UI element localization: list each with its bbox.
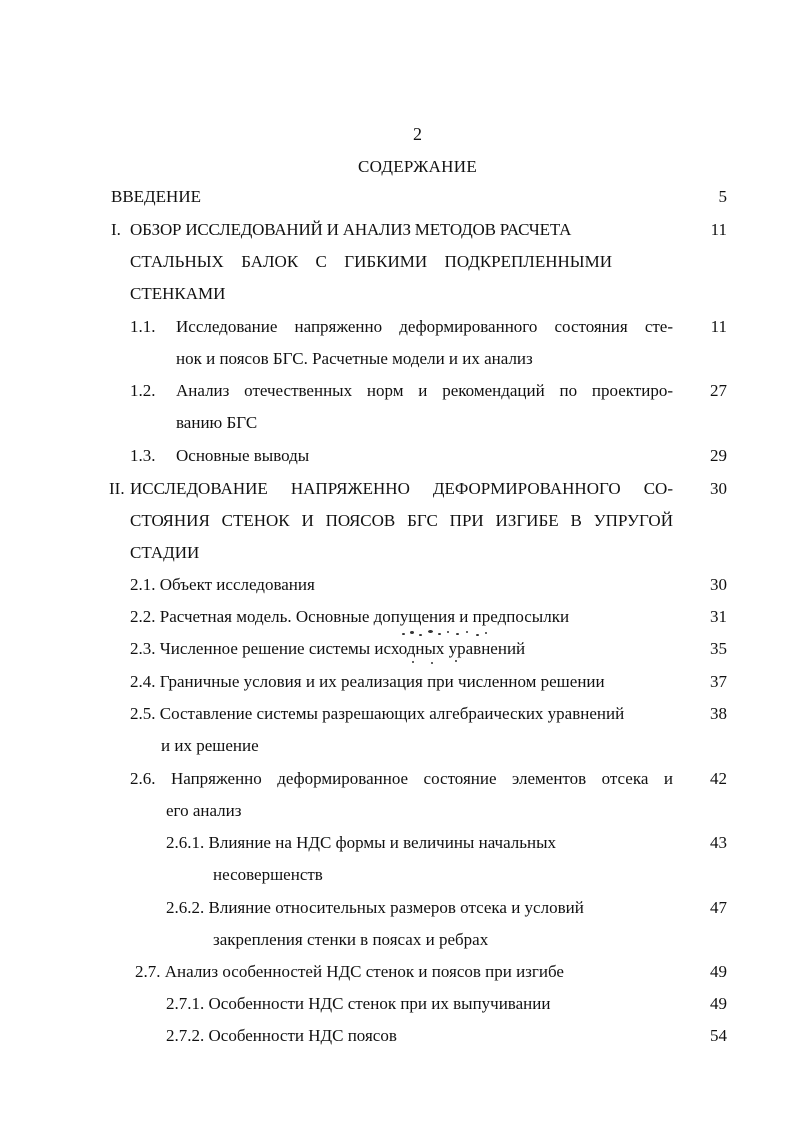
toc-ch2-page: 30 [710, 479, 727, 498]
toc-s2-1-text: 2.1. Объект исследования [130, 575, 315, 594]
toc-s2-6-1-line2: несовершенств [213, 865, 323, 884]
toc-ch1-line2: СТАЛЬНЫХ БАЛОК С ГИБКИМИ ПОДКРЕПЛЕННЫМИ [130, 252, 612, 271]
toc-ch1-line3: СТЕНКАМИ [130, 284, 226, 303]
toc-s1-1-num: 1.1. [130, 317, 156, 336]
toc-s2-7-text: 2.7. Анализ особенностей НДС стенок и поясов при изгибе [135, 962, 564, 981]
toc-ch2-num: II. [109, 479, 125, 498]
toc-s2-7-1-page: 49 [710, 994, 727, 1013]
toc-s1-2-page: 27 [710, 381, 727, 400]
toc-s2-4-text: 2.4. Граничные условия и их реализация при численном решении [130, 672, 605, 691]
toc-s2-6-line1: 2.6. Напряженно деформированное состояние элементов отсека и [130, 769, 673, 788]
toc-s2-3-text: 2.3. Численное решение системы исходных уравнений [130, 639, 526, 658]
toc-s2-6-page: 42 [710, 769, 727, 788]
toc-s2-5-line2: и их решение [161, 736, 259, 755]
toc-s1-1-line1: Исследование напряженно деформированного состояния сте- [176, 317, 673, 336]
toc-s2-6-2-page: 47 [710, 898, 727, 917]
toc-s1-2-line1: Анализ отечественных норм и рекомендаций по проектиро- [176, 381, 673, 400]
toc-s2-7-2-text: 2.7.2. Особенности НДС поясов [166, 1026, 397, 1045]
toc-s2-6-2-line2: закрепления стенки в поясах и ребрах [213, 930, 489, 949]
toc-ch2-line1: ИССЛЕДОВАНИЕ НАПРЯЖЕННО ДЕФОРМИРОВАННОГО СО- [130, 479, 673, 498]
toc-ch2-line2: СТОЯНИЯ СТЕНОК И ПОЯСОВ БГС ПРИ ИЗГИБЕ В УПРУГОЙ [130, 511, 673, 530]
toc-s2-2-text: 2.2. Расчетная модель. Основные допущения и предпосылки [130, 607, 570, 626]
toc-ch1-line1: ОБЗОР ИССЛЕДОВАНИЙ И АНАЛИЗ МЕТОДОВ РАСЧЕТА [130, 220, 572, 239]
toc-s1-3-line1: Основные выводы [176, 446, 310, 465]
toc-s2-4-page: 37 [710, 672, 727, 691]
toc-s1-3-num: 1.3. [130, 446, 156, 465]
toc-s2-7-page: 49 [710, 962, 727, 981]
toc-ch1-num: I. [111, 220, 121, 239]
toc-s2-7-1-text: 2.7.1. Особенности НДС стенок при их выпучивании [166, 994, 551, 1013]
toc-s1-2-line2: ванию БГС [176, 413, 258, 432]
toc-s2-6-1-line1: 2.6.1. Влияние на НДС формы и величины начальных [166, 833, 557, 852]
toc-s1-2-num: 1.2. [130, 381, 156, 400]
toc-s1-3-page: 29 [710, 446, 727, 465]
toc-title: СОДЕРЖАНИЕ [357, 157, 478, 176]
toc-s2-6-1-page: 43 [710, 833, 727, 852]
toc-ch2-line3: СТАДИИ [130, 543, 200, 562]
toc-s1-1-page: 11 [710, 317, 727, 336]
toc-s2-7-2-page: 54 [710, 1026, 727, 1045]
page-number: 2 [413, 124, 422, 144]
toc-intro-text: ВВЕДЕНИЕ [111, 187, 201, 206]
toc-s1-1-line2: нок и поясов БГС. Расчетные модели и их анализ [176, 349, 533, 368]
toc-ch1-page: 11 [710, 220, 727, 239]
toc-s2-2-page: 31 [710, 607, 727, 626]
toc-intro-page: 5 [718, 187, 727, 206]
toc-s2-1-page: 30 [710, 575, 727, 594]
toc-s2-6-2-line1: 2.6.2. Влияние относительных размеров отсека и условий [166, 898, 584, 917]
toc-s2-5-page: 38 [710, 704, 727, 723]
toc-s2-5-line1: 2.5. Составление системы разрешающих алгебраических уравнений [130, 704, 625, 723]
toc-s2-6-line2: его анализ [166, 801, 242, 820]
toc-s2-3-page: 35 [710, 639, 727, 658]
